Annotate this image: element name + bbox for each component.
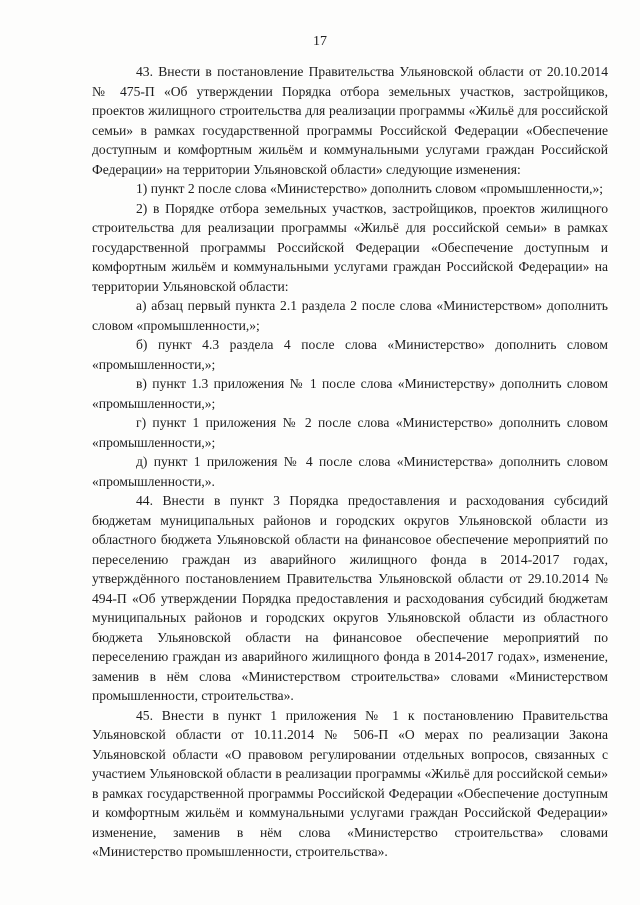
page-number: 17 — [313, 34, 327, 49]
document-body — [92, 62, 608, 862]
paragraph-43-item-2e: д) пункт 1 приложения № 4 после слова «Министерства» дополнить словом «промышленности,». — [92, 454, 608, 489]
paragraph-43-item-2a: а) абзац первый пункта 2.1 раздела 2 после слова «Министерством» дополнить словом «промышленности,»; — [92, 298, 608, 333]
paragraph-43-item-2b: б) пункт 4.3 раздела 4 после слова «Министерство» дополнить словом «промышленности,»; — [92, 337, 608, 372]
paragraph-43: 43. Внести в постановление Правительства Ульяновской области от 20.10.2014 № 475-П «Об утверждении Порядка отбора земельных участков, застройщиков, проектов жилищного строительства для реализации программы «Жильё для российской семьи» в рамках государственной программы Российской Федерации «Обеспечение доступным и комфортным жильём и коммунальными услугами граждан Российской Федерации» на территории Ульяновской области» следующие изменения: — [92, 64, 608, 177]
paragraph-45: 45. Внести в пункт 1 приложения № 1 к постановлению Правительства Ульяновской области от 10.11.2014 № 506-П «О мерах по реализации Закона Ульяновской области «О правовом регулировании отдельных вопросов, связанных с участием Ульяновской области в реализации программы «Жильё для российской семьи» в рамках государственной программы Российской Федерации «Обеспечение доступным и комфортным жильём и коммунальными услугами граждан Российской Федерации» изменение, заменив в нём слова «Министерство строительства» словами «Министерство промышленности, строительства». — [92, 707, 608, 859]
paragraph-43-item-2d: г) пункт 1 приложения № 2 после слова «Министерство» дополнить словом «промышленности,»; — [92, 415, 608, 450]
paragraph-43-item-1: 1) пункт 2 после слова «Министерство» дополнить словом «промышленности,»; — [136, 181, 604, 196]
paragraph-44: 44. Внести в пункт 3 Порядка предоставления и расходования субсидий бюджетам муниципальных районов и городских округов Ульяновской области из областного бюджета Ульяновской области на финансовое обеспечение мероприятий по переселению граждан из аварийного жилищного фонда в 2014-2017 годах, утверждённого постановлением Правительства Ульяновской области от 29.10.2014 № 494-П «Об утверждении Порядка предоставления и расходования субсидий бюджетам муниципальных районов и городских округов Ульяновской области из областного бюджета Ульяновской области на финансовое обеспечение мероприятий по переселению граждан из аварийного жилищного фонда в 2014-2017 годах», изменение, заменив в нём слова «Министерством строительства» словами «Министерством промышленности, строительства». — [92, 493, 608, 703]
paragraph-43-item-2: 2) в Порядке отбора земельных участков, застройщиков, проектов жилищного строительства для реализации программы «Жильё для российской семьи» в рамках государственной программы Российской Федерации «Обеспечение доступным и комфортным жильём и коммунальными услугами граждан Российской Федерации» на территории Ульяновской области: — [92, 200, 608, 294]
paragraph-43-item-2c: в) пункт 1.3 приложения № 1 после слова «Министерству» дополнить словом «промышленности,»; — [92, 376, 608, 411]
